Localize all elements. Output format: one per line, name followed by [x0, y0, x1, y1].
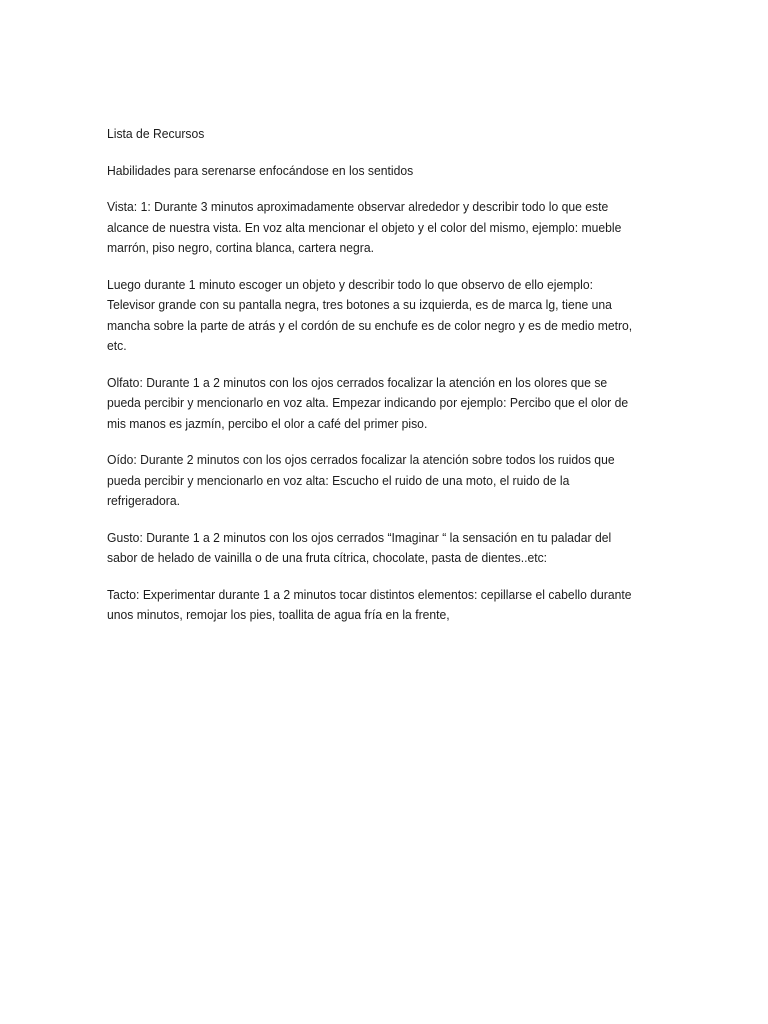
- text-line: Vista: 1: Durante 3 minutos aproximadamente observar alrededor y describir todo lo que este: [107, 200, 609, 214]
- text-line: pueda percibir y mencionarlo en voz alta: Escucho el ruido de una moto, el ruido de la: [107, 473, 570, 488]
- text-line: Televisor grande con su pantalla negra, tres botones a su izquierda, es de marca lg, tiene una: [107, 298, 612, 312]
- text-line: mis manos es jazmín, percibo el olor a café del primer piso.: [107, 416, 428, 431]
- paragraph-gusto: [107, 528, 687, 569]
- text-line: Oído: Durante 2 minutos con los ojos cerrados focalizar la atención sobre todos los ruidos que: [107, 453, 615, 467]
- text-line: Luego durante 1 minuto escoger un objeto y describir todo lo que observo de ello ejemplo:: [107, 277, 594, 292]
- paragraph-luego: [107, 275, 687, 357]
- text-line: Lista de Recursos: [107, 127, 205, 141]
- document-subtitle: [107, 161, 687, 182]
- text-line: Gusto: Durante 1 a 2 minutos con los ojos cerrados “Imaginar “ la sensación en tu paladar del: [107, 530, 612, 545]
- document-body: [107, 124, 687, 642]
- text-line: Tacto: Experimentar durante 1 a 2 minutos tocar distintos elementos: cepillarse el cabello durante: [107, 587, 632, 602]
- text-line: unos minutos, remojar los pies, toallita de agua fría en la frente,: [107, 608, 450, 622]
- text-line: mancha sobre la parte de atrás y el cordón de su enchufe es de color negro y es de medio metro,: [107, 318, 633, 333]
- text-line: refrigeradora.: [107, 494, 181, 508]
- paragraph-tacto: [107, 585, 687, 626]
- text-line: pueda percibir y mencionarlo en voz alta. Empezar indicando por ejemplo: Percibo que el olor de: [107, 396, 629, 410]
- text-line: alcance de nuestra vista. En voz alta mencionar el objeto y el color del mismo, ejemplo: mueble: [107, 220, 622, 235]
- text-line: Olfato: Durante 1 a 2 minutos con los ojos cerrados focalizar la atención en los olores que se: [107, 375, 608, 390]
- text-line: Habilidades para serenarse enfocándose en los sentidos: [107, 163, 414, 178]
- text-line: marrón, piso negro, cortina blanca, cartera negra.: [107, 241, 374, 255]
- paragraph-olfato: [107, 373, 687, 435]
- paragraph-vista: [107, 197, 687, 259]
- paragraph-oido: [107, 450, 687, 512]
- text-line: etc.: [107, 339, 127, 353]
- text-line: sabor de helado de vainilla o de una fruta cítrica, chocolate, pasta de dientes..etc:: [107, 551, 548, 565]
- document-title: [107, 124, 687, 145]
